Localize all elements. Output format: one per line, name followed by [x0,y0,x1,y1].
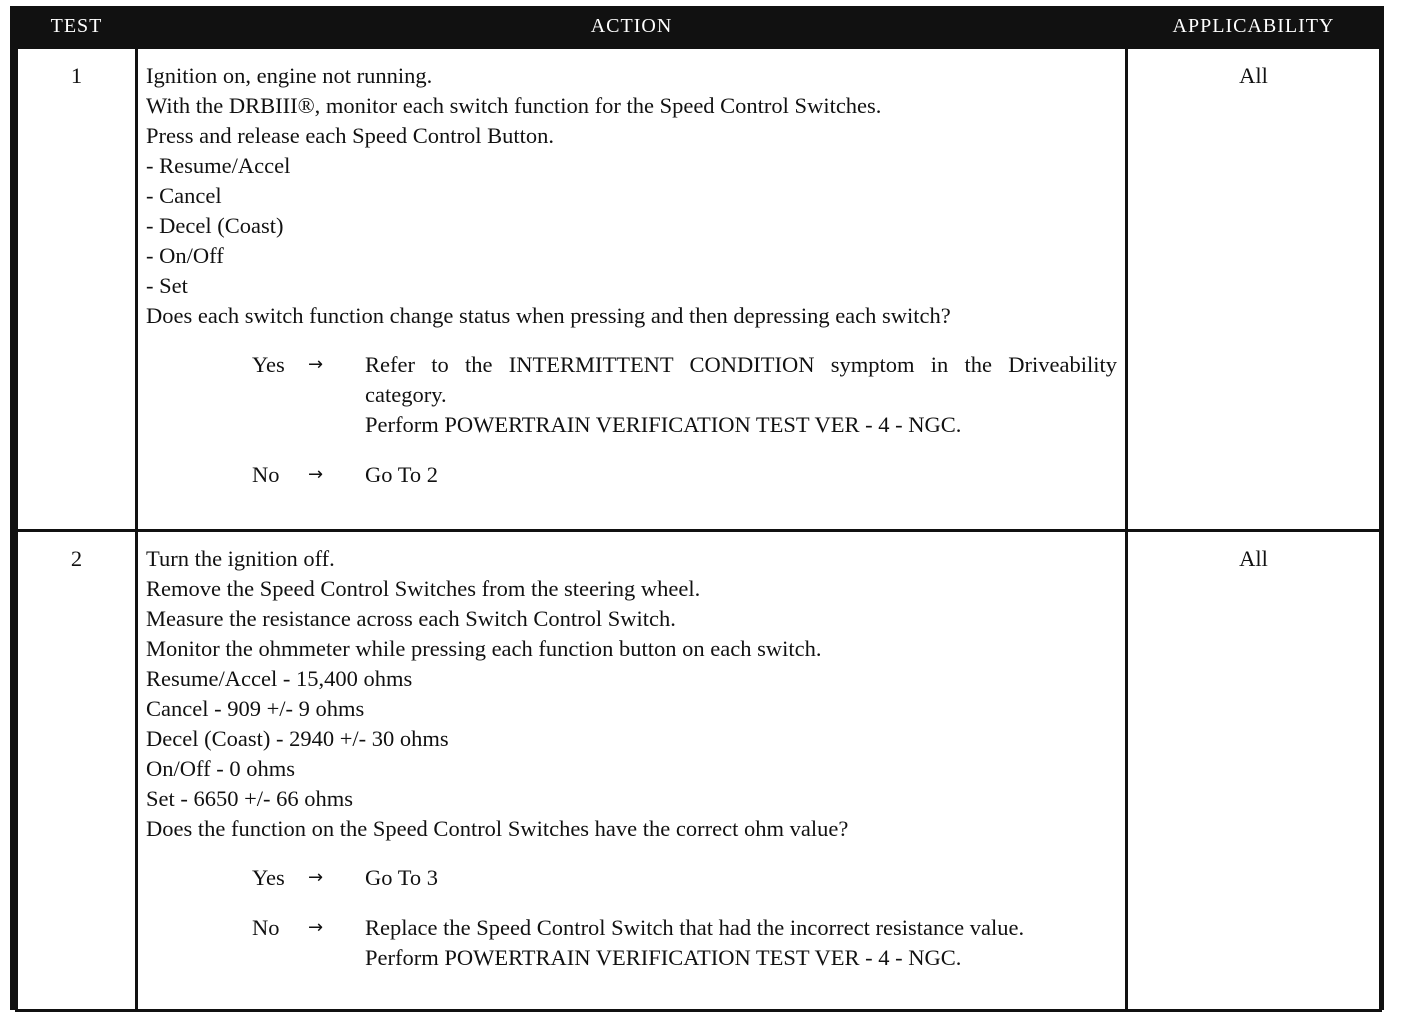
header-applicability: APPLICABILITY [1127,6,1381,48]
action-line: Monitor the ohmmeter while pressing each function button on each switch. [146,636,822,661]
answer-label: No [252,462,280,487]
action-line: Set - 6650 +/- 66 ohms [146,786,354,811]
answer-line: Replace the Speed Control Switch that had the incorrect resistance value. [365,915,1025,940]
answer-label: Yes [252,865,285,890]
answer-yes [252,350,1117,440]
action-line: With the DRBIII®, monitor each switch function for the Speed Control Switches. [146,93,882,118]
action-line: On/Off - 0 ohms [146,756,295,781]
diagnostic-test-table [15,6,1382,1012]
action-line: Turn the ignition off. [146,546,335,571]
right-arrow-icon: → [308,867,324,888]
action-line: Press and release each Speed Control Button. [146,123,555,148]
action-cell [137,531,1127,1011]
action-line: - Cancel [146,183,222,208]
right-arrow-icon: → [308,354,324,375]
answer-label: No [252,915,280,940]
header-action: ACTION [137,6,1127,48]
answer-label: Yes [252,352,285,377]
answer-yes [252,863,1117,893]
action-line: - Set [146,273,188,298]
action-line: Remove the Speed Control Switches from the steering wheel. [146,576,701,601]
right-arrow-icon: → [308,464,324,485]
diagnostic-table-frame [10,6,1384,1010]
answer-text [365,460,1117,490]
test-number: 1 [17,48,137,531]
action-line: - On/Off [146,243,224,268]
table-row [17,48,1381,531]
action-line: Decel (Coast) - 2940 +/- 30 ohms [146,726,449,751]
action-line: Resume/Accel - 15,400 ohms [146,666,413,691]
answer-no [252,460,1117,490]
answer-line: Go To 3 [365,865,439,890]
action-question: Does each switch function change status when pressing and then depressing each switch? [146,303,951,328]
right-arrow-icon: → [308,917,324,938]
action-question: Does the function on the Speed Control Switches have the correct ohm value? [146,816,849,841]
test-number: 2 [17,531,137,1011]
header-test: TEST [17,6,137,48]
answer-line: Go To 2 [365,462,439,487]
answer-line: Refer to the INTERMITTENT CONDITION symptom in the Driveability category. [365,352,1117,407]
answer-list [146,350,1117,490]
action-line: Cancel - 909 +/- 9 ohms [146,696,365,721]
table-row [17,531,1381,1011]
answer-text [365,350,1117,440]
answer-line: Perform POWERTRAIN VERIFICATION TEST VER - 4 - NGC. [365,412,962,437]
action-line: - Resume/Accel [146,153,291,178]
applicability-cell: All [1127,48,1381,531]
answer-line: Perform POWERTRAIN VERIFICATION TEST VER - 4 - NGC. [365,945,962,970]
action-line: Ignition on, engine not running. [146,63,433,88]
applicability-cell: All [1127,531,1381,1011]
action-cell [137,48,1127,531]
answer-list [146,863,1117,973]
answer-text [365,863,1117,893]
action-line: - Decel (Coast) [146,213,284,238]
action-line: Measure the resistance across each Switch Control Switch. [146,606,676,631]
answer-text [365,913,1117,973]
answer-no [252,913,1117,973]
table-header-row [17,6,1381,48]
